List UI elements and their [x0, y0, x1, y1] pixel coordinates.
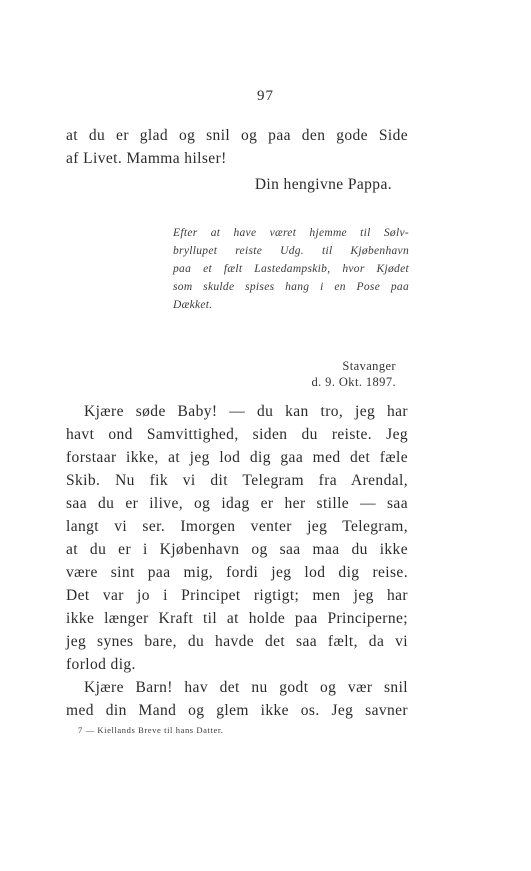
text-line: jeg synes bare, du havde det saa fælt, da vi	[66, 633, 408, 650]
text-line: at du er i Kjøbenhavn og saa maa du ikke	[66, 541, 408, 558]
text-line: forlod dig.	[66, 656, 136, 673]
text-line: saa du er ilive, og idag er her stille — saa	[66, 495, 408, 512]
letter-closing-paragraph	[66, 124, 408, 170]
note-line: Dækket.	[173, 299, 213, 311]
text-line: ikke længer Kraft til at holde paa Principerne;	[66, 610, 408, 627]
signature-mark-footer: 7 — Kiellands Breve til hans Datter.	[78, 725, 224, 735]
note-line: som skulde spises hang i en Pose paa	[173, 281, 409, 293]
text-line: Det var jo i Principet rigtigt; men jeg har	[66, 587, 408, 604]
text-line: med din Mand og glem ikke os. Jeg savner	[66, 702, 408, 719]
text-line: være sint paa mig, fordi jeg lod dig reise.	[66, 564, 408, 581]
text-line: Kjære Barn! hav det nu godt og vær snil	[84, 679, 408, 696]
text-line: Kjære søde Baby! — du kan tro, jeg har	[84, 403, 408, 420]
letter-date: d. 9. Okt. 1897.	[311, 375, 396, 389]
note-line: Efter at have været hjemme til Sølv-	[173, 227, 409, 239]
letter-body	[66, 400, 408, 722]
text-line: forstaar ikke, at jeg lod dig gaa med det fæle	[66, 449, 408, 466]
text-line: havt ond Samvittighed, siden du reiste. Jeg	[66, 426, 408, 443]
signature: Din hengivne Pappa.	[254, 176, 392, 193]
text-line: at du er glad og snil og paa den gode Side	[66, 127, 408, 144]
text-line: langt vi ser. Imorgen venter jeg Telegram,	[66, 518, 408, 535]
text-line: Skib. Nu fik vi dit Telegram fra Arendal,	[66, 472, 408, 489]
note-line: bryllupet reiste Udg. til Kjøbenhavn	[173, 245, 409, 257]
text-line: af Livet. Mamma hilser!	[66, 150, 227, 167]
letter-place: Stavanger	[342, 359, 396, 373]
page-number: 97	[257, 88, 274, 104]
note-line: paa et fælt Lastedampskib, hvor Kjødet	[173, 263, 409, 275]
editor-note	[173, 224, 409, 314]
